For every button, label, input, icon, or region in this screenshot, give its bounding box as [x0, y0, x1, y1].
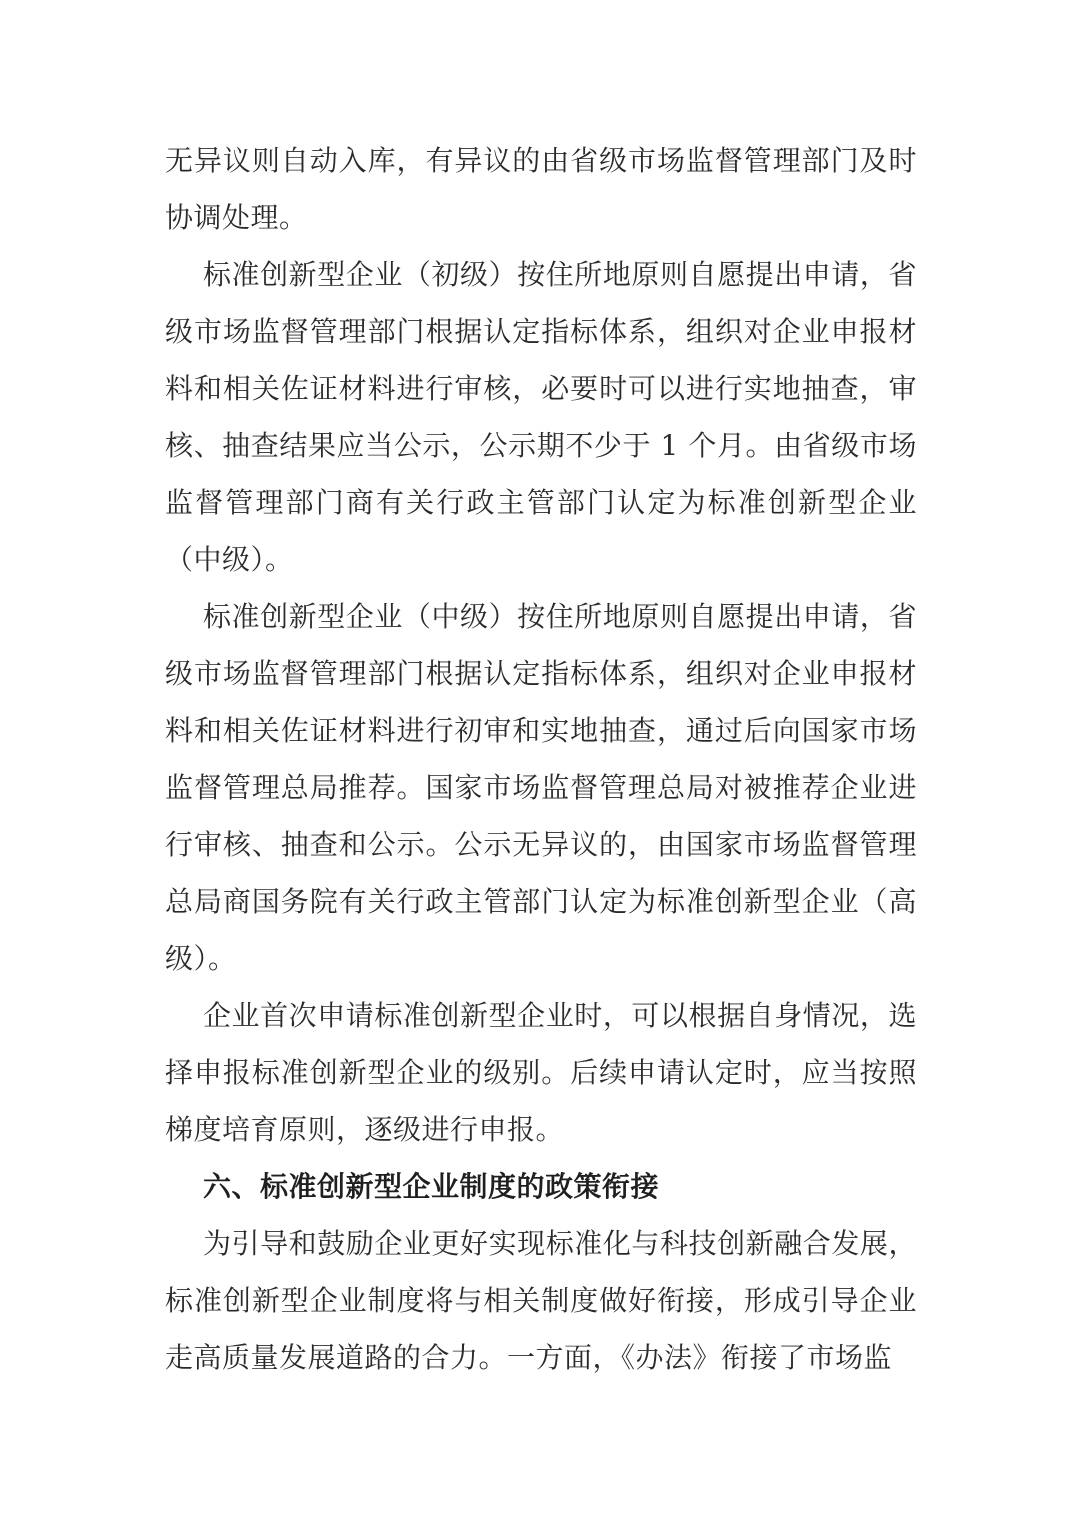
section-heading-policy-connection: 六、标准创新型企业制度的政策衔接: [203, 1170, 660, 1203]
paragraph-intermediate-level-application: 标准创新型企业（中级）按住所地原则自愿提出申请，省级市场监督管理部门根据认定指标体系，组织对企业申报材料和相关佐证材料进行初审和实地抽查，通过后向国家市场监督管理总局推荐。国家市场监督管理总局对被推荐企业进行审核、抽查和公示。公示无异议的，由国家市场监督管理总局商国务院有关行政主管部门认定为标准创新型企业（高级）。: [165, 600, 917, 975]
paragraph-policy-connection: 为引导和鼓励企业更好实现标准化与科技创新融合发展，标准创新型企业制度将与相关制度做好衔接，形成引导企业走高质量发展道路的合力。一方面，《办法》衔接了市场监: [165, 1227, 917, 1374]
paragraph-continuation: 无异议则自动入库，有异议的由省级市场监督管理部门及时协调处理。: [165, 144, 917, 234]
paragraph-first-application: 企业首次申请标准创新型企业时，可以根据自身情况，选择申报标准创新型企业的级别。后续申请认定时，应当按照梯度培育原则，逐级进行申报。: [165, 999, 917, 1146]
paragraph-junior-level-application: 标准创新型企业（初级）按住所地原则自愿提出申请，省级市场监督管理部门根据认定指标体系，组织对企业申报材料和相关佐证材料进行审核，必要时可以进行实地抽查，审核、抽查结果应当公示，公示期不少于 1 个月。由省级市场监督管理部门商有关行政主管部门认定为标准创新型企业（中级）。: [165, 258, 917, 576]
document-body: [165, 132, 917, 1386]
